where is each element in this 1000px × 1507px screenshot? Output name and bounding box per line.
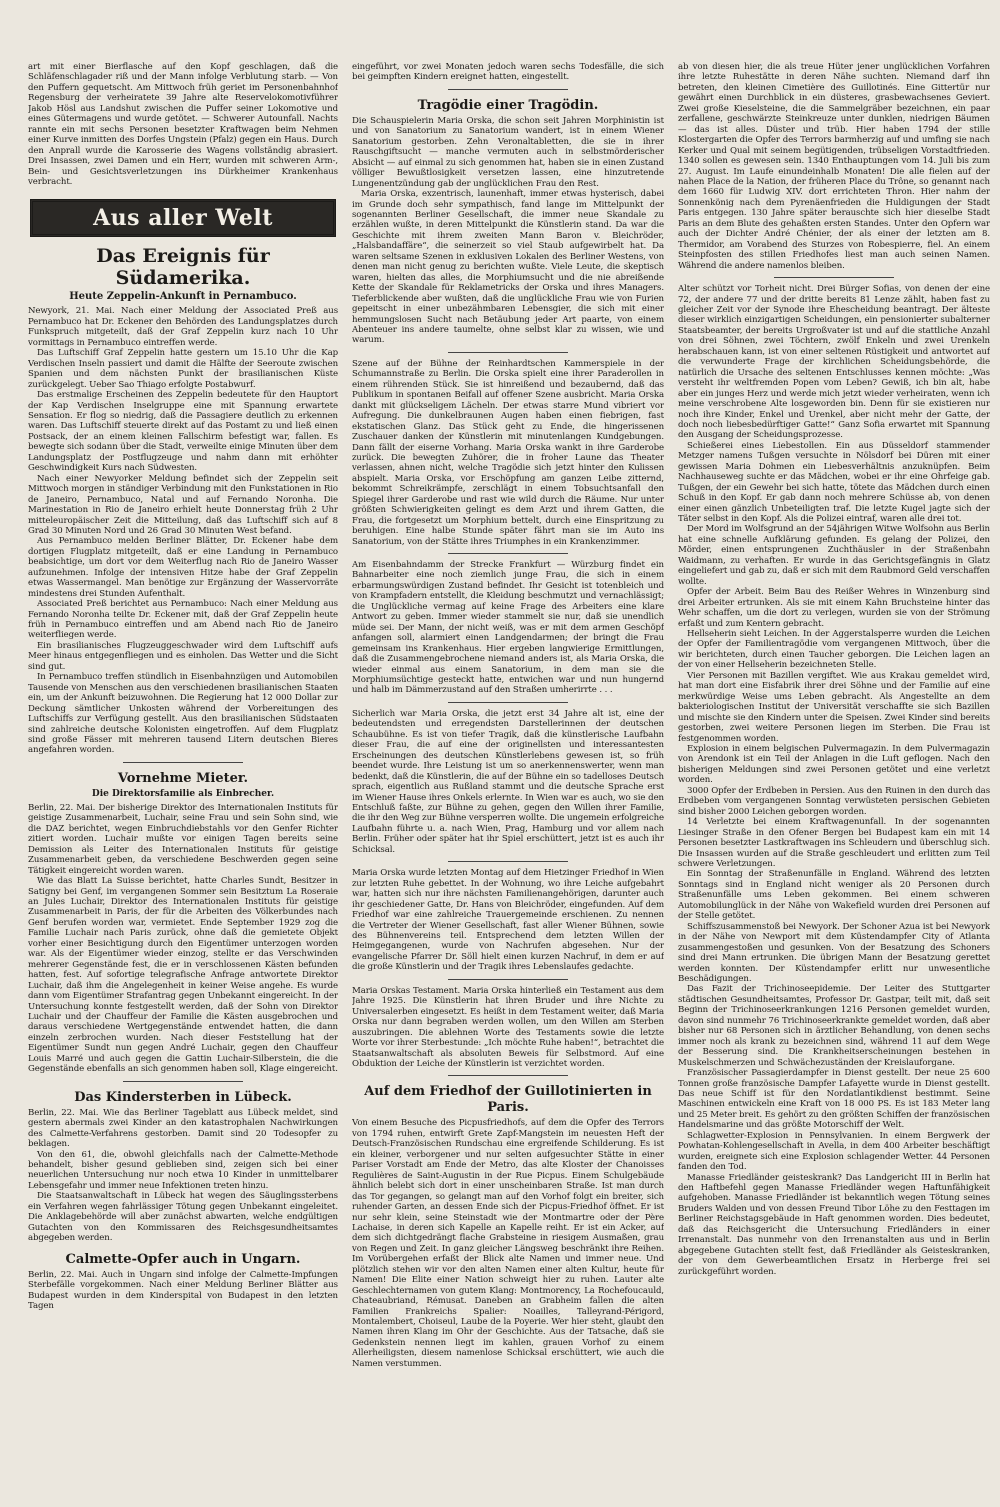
article-text: art mit einer Bierflasche auf den Kopf geschlagen, daß die Schläfenschlagader riß und der Mann infolge Verblutung starb. — Von den Puffern gequetscht. Am Mittwoch früh geriet im Personenbahnhof Regensburg der verheiratete 39 Jahre alte Reservelokomotivführer Jakob Hösl aus Landshut zwischen die Puffer seiner Lokomotive und eines Gütermagens und wurde getötet. — Schwerer Autounfall. Nachts rannte ein mit sechs Personen besetzter Kraftwagen beim Nehmen einer Kurve inmitten des Dorfes Ungstein (Pfalz) gegen ein Haus. Durch den Anprall wurde die Karosserie des Wagens vollständig abrasiert. Drei Insassen, zwei Damen und ein Herr, wurden mit schweren Arm-, Bein- und Gesichtsverletzungen ins Dürkheimer Krankenhaus verbracht. — [28, 62, 338, 187]
news-item: Alter schützt vor Torheit nicht. Drei Bürger Sofias, von denen der eine 72, der andere 77 und der dritte bereits 81 Lenze zählt, haben fast zu gleicher Zeit vor der Synode ihre Ehescheidung beantragt. Der älteste dieser wirklich einzigartigen Scheidungen, ein pensionierter subalterner Staatsbeamter, der bereits Urgroßvater ist und auf die stattliche Anzahl von drei Söhnen, zwei Töchtern, zwölf Enkeln und zwei Urenkeln herabschauen kann, ist von einer seltenen Rüstigkeit und antwortet auf die verwunderte Frage der kirchlichen Scheidungsbehörde, die natürlich die Ursache des seltenen Entschlusses kennen möchte: „Was versteht ihr weltfremden Popen vom Leben? Gewiß, ich bin alt, habe aber ein junges Herz und werde mich jetzt wieder verheiraten, wenn ich meine verschrobene Alte losgeworden bin. Denn für sie existieren nur noch ihre Kinder, Enkel und Urenkel, aber nicht mehr der Gatte, der doch noch liebesbedürftiger Gatte!“ Ganz Sofia erwartet mit Spannung den Ausgang der Scheidungsprozesse. — [678, 284, 990, 441]
divider — [448, 352, 568, 353]
article-subheadline: Heute Zeppelin-Ankunft in Pernambuco. — [69, 291, 297, 303]
news-item: 3000 Opfer der Erdbeben in Persien. Aus den Ruinen in den durch das Erdbeben vom vergangenen Sonntag verwüsteten persischen Gebieten sind bisher 2000 Leichen geborgen worden. — [678, 785, 990, 817]
article-text: Von den 61, die, obwohl gleichfalls nach der Calmette-Methode behandelt, bisher gesund geblieben sind, zeigen sich bei einer neuerlichen Untersuchung nur noch etwa 10 Kinder in unmittelbarer Lebensgefahr und immer neue Infektionen treten hinzu. — [28, 1149, 338, 1191]
column-1 — [28, 62, 338, 1492]
article-text: Newyork, 21. Mai. Nach einer Meldung der Associated Preß aus Pernambuco hat Dr. Eckener den Behörden des Landungsplatzes durch Funkspruch mitgeteilt, daß der Graf Zeppelin kurz nach 10 Uhr vormittags in Pernambuco eintreffen werde. — [28, 306, 338, 348]
news-item: Ein Sonntag der Straßenunfälle in England. Während des letzten Sonntags sind in England nicht weniger als 20 Personen durch Straßenunfälle ums Leben gekommen. Bei einem schweren Automobilunglück in der Nähe von Wakefield wurden drei Personen auf der Stelle getötet. — [678, 869, 990, 922]
article-text: Szene auf der Bühne der Reinhardtschen Kammerspiele in der Schumannstraße zu Berlin. Die Orska spielt eine ihrer Paraderollen in einem rührenden Stück. Sie ist hinreißend und bezaubernd, daß das Publikum in spontanen Beifall auf offener Szene ausbricht. Maria Orska dankt mit glückseligem Lächeln. Der etwas starre Mund vibriert vor Aufregung. Die dunkelbraunen Augen haben einen fiebrigen, fast ekstatischen Glanz. Das Stück geht zu Ende, die hingerissenen Zuschauer danken der Künstlerin mit minutenlangen Kundgebungen. Dann fällt der eiserne Vorhang. Maria Orska wankt in ihre Garderobe zurück. Die bewegten Zuhörer, die in froher Laune das Theater verlassen, ahnen nicht, welche Tragödie sich jetzt hinter den Kulissen abspielt. Maria Orska, vor Erschöpfung am ganzen Leibe zitternd, bekommt Schreikrämpfe, zerschlägt in einem Tobsuchtsanfall den Spiegel ihrer Garderobe und rast wie wild durch die Räume. Nur unter größten Schwierigkeiten gelingt es dem Arzt und ihrem Gatten, die Frau, die fortgesetzt um Morphium bettelt, durch eine Einspritzung zu beruhigen. Eine halbe Stunde später fährt man sie im Auto ins Sanatorium, von der Stätte ihres Triumphes in ein Krankenzimmer. — [352, 358, 664, 547]
column-3 — [678, 62, 990, 1492]
article-text: eingeführt, vor zwei Monaten jedoch waren sechs Todesfälle, die sich bei geimpften Kindern ereignet hatten, eingestellt. — [352, 62, 664, 83]
article-text: Maria Orskas Testament. Maria Orska hinterließ ein Testament aus dem Jahre 1925. Die Künstlerin hat ihren Bruder und ihre Nichte zu Universalerben eingesetzt. Es heißt in dem Testament weiter, daß Maria Orska nur dann begraben werden wollen, um den Willen am Sterben auszubringen. Die ablehnen Worte des Testaments sowie die letzte Worte vor ihrer Sterbestunde: „Ich möchte Ruhe haben!“, betrachtet die Staatsanwaltschaft als absoluten Beweis für Selbstmord. Auf eine Obduktion der Leiche der Künstlerin ist verzichtet worden. — [352, 985, 664, 1069]
divider — [774, 277, 894, 278]
article-text: Die Staatsanwaltschaft in Lübeck hat wegen des Säuglingssterbens ein Verfahren wegen fahrlässiger Tötung gegen Unbekannt eingeleitet. Die Anklagebehörde will aber zunächst abwarten, welche endgültigen Gutachten von den Kommissaren des Reichsgesundheitsamtes abgegeben werden. — [28, 1191, 338, 1244]
article-text: Maria Orska, exzentrisch, launenhaft, immer etwas hysterisch, dabei im Grunde doch sehr sympathisch, fand lange im Mittelpunkt der sogenannten Berliner Gesellschaft, die immer neue Skandale zu erzählen wußte, in deren Mittelpunkt die Künstlerin stand. Da war die Geschichte mit ihrem zweiten Mann Baron v. Bleichröder, „Halsbandaffäre“, die seinerzeit so viel Staub aufgewirbelt hat. Da waren seltsame Szenen in exklusiven Lokalen des Berliner Westens, von denen man nicht genug zu berichten wußte. Viele Leute, die skeptisch waren, hielten das alles, die Morphiumsucht und die nie abreißende Kette der Skandale für Reklametricks der Orska und ihres Managers. Tieferblickende aber wußten, daß die unglückliche Frau wie von Furien gepeitscht in einer unbezähmbaren Lebensgier, die sich mit einer hemmungslosen Sucht nach Betäubung jeder Art paarte, von einem Abenteuer ins andere taumelte, ohne selbst klar zu wissen, wie und warum. — [352, 189, 664, 346]
article-text: Maria Orska wurde letzten Montag auf dem Hietzinger Friedhof in Wien zur letzten Ruhe gebettet. In der Wohnung, wo ihre Leiche aufgebahrt war, hatten sich nur ihre nächsten Familienangehörigen, darunter auch ihr geschiedener Gatte, Dr. Hans von Bleichröder, eingefunden. Auf dem Friedhof war eine zahlreiche Trauergemeinde erschienen. Zu nennen die Vertreter der Wiener Gesellschaft, fast aller Wiener Bühnen, sowie des Bühnenvereins teil. Entsprechend dem letzten Willen der Heimgegangenen, wurde von Nachrufen abgesehen. Nur der evangelische Pfarrer Dr. Söll hielt einen kurzen Nachruf, in dem er auf die große Künstlerin und der Tragik ihres Lebenslaufes gedachte. — [352, 868, 664, 973]
article-subheadline: Die Direktorsfamilie als Einbrecher. — [91, 788, 275, 799]
article-headline: Auf dem Friedhof der Guillotinierten in Paris. — [364, 1084, 652, 1116]
divider — [123, 1081, 243, 1082]
article-text: In Pernambuco treffen stündlich in Eisenbahnzügen und Automobilen Tausende von Menschen aus den verschiedenen brasilianischen Staaten ein, um der Ankunft beizuwohnen. Die Regierung hat 12 000 Dollar zur Deckung sämtlicher Unkosten während der Vorbereitungen des Luftschiffs zur Verfügung gestellt. Aus den brasilianischen Südstaaten sind zahlreiche deutsche Kolonisten eingetroffen. Auf dem Flugplatz sind große Fässer mit mehreren tausend Litern deutschen Bieres angefahren worden. — [28, 672, 338, 756]
article-text: Die Schauspielerin Maria Orska, die schon seit Jahren Morphinistin ist und von Sanatorium zu Sanatorium wandert, ist in einem Wiener Sanatorium gestorben. Zehn Veronaltabletten, die sie in ihrer Rauschgiftsucht — manche vermuten auch in selbstmörderischer Absicht — auf einmal zu sich genommen hat, haben sie in einen Zustand völliger Bewußtlosigkeit versetzen lassen, eine hinzutretende Lungenentzündung gab der unglücklichen Frau den Rest. — [352, 115, 664, 189]
article-text: Sicherlich war Maria Orska, die jetzt erst 34 Jahre alt ist, eine der bedeutendsten und erregendsten Darstellerinnen der deutschen Schaubühne. Es ist von tiefer Tragik, daß die künstlerische Laufbahn dieser Frau, die auf eine der originellsten und interessantesten Erscheinungen des deutschen Künstlerlebens gewesen ist, so früh beendet wurde. Ihre Leistung ist um so anerkennenswerter, wenn man bedenkt, daß die Künstlerin, die auf der Bühne ein so tadelloses Deutsch sprach, eigentlich aus Rußland stammt und die deutsche Sprache erst im Wiener Hause ihres Onkels erlernte. In Wien war es auch, wo sie den Entschluß faßte, zur Bühne zu gehen, gegen den Willen ihrer Familie, die ihr den Weg zur Bühne versperren wollte. Die ungemein erfolgreiche Laufbahn führte u. a. nach Wien, Prag, Hamburg und vor allem nach Berlin. Früher oder später hat ihr Spiel erschüttert, jetzt ist es auch ihr Schicksal. — [352, 708, 664, 855]
article-headline: Calmette-Opfer auch in Ungarn. — [65, 1251, 301, 1267]
news-item: Französischer Passagierdampfer in Dienst gestellt. Der neue 25 600 Tonnen große französische Dampfer Lafayette wurde in Dienst gestellt. Das neue Schiff ist für den Nordatlantikdienst bestimmt. Seine Maschinen entwickeln eine Kraft von 18 000 PS. Es ist 183 Meter lang und 25 Meter breit. Es gehört zu den größten Schiffen der französischen Handelsmarine und das größte Motorschiff der Welt. — [678, 1068, 990, 1131]
section-banner: Aus aller Welt — [30, 199, 336, 237]
news-item: Schlagwetter-Explosion in Pennsylvanien. In einem Bergwerk der Powhatan-Kohlengesellschaft in Avella, in dem 400 Arbeiter beschäftigt wurden, ereignete sich eine Explosion schlagender Wetter. 44 Personen fanden den Tod. — [678, 1130, 990, 1173]
news-item: Hellseherin sieht Leichen. In der Aggerstalsperre wurden die Leichen der Opfer der Familientragödie vom vergangenen Mittwoch, über die wir berichteten, durch einen Taucher geborgen. Die Leichen lagen an der von einer Hellseherin bezeichneten Stelle. — [678, 629, 990, 671]
article-text: Associated Preß berichtet aus Pernambuco: Nach einer Meldung aus Fernando Noronha teilte Dr. Eckener mit, daß der Graf Zeppelin heute früh in Pernambuco eintreffen und am Abend nach Rio de Janeiro weiterfliegen werde. — [28, 599, 338, 641]
article-text: Nach einer Newyorker Meldung befindet sich der Zeppelin seit Mittwoch morgen in ständiger Verbindung mit den Funkstationen in Rio de Janeiro, Pernambuco, Natal und auf Fernando Noronha. Die Marinestation in Rio de Janeiro erhielt heute Donnerstag früh 2 Uhr mitteleuropäischer Zeit die Mitteilung, daß das Luftschiff sich auf 8 Grad 30 Minuten Nord und 26 Grad 30 Minuten West befand. — [28, 473, 338, 536]
divider — [448, 702, 568, 703]
news-item: Schiffszusammenstoß bei Newyork. Der Schoner Azua ist bei Newyork in der Nähe von Newport mit dem Küstendampfer City of Atlanta zusammengestoßen und gesunken. Von der Besatzung des Schoners sind drei Mann ertrunken. Die übrigen Mann der Besatzung gerettet werden konnten. Der Küstendampfer erlitt nur unwesentliche Beschädigungen. — [678, 921, 990, 984]
divider — [448, 553, 568, 554]
news-item: Explosion in einem belgischen Pulvermagazin. In dem Pulvermagazin von Arendonk ist ein Teil der Anlagen in die Luft geflogen. Nach den bisherigen Meldungen sind zwei Personen getötet und eine verletzt worden. — [678, 744, 990, 786]
article-text: Berlin, 22. Mai. Der bisherige Direktor des Internationalen Instituts für geistige Zusammenarbeit, Luchair, seine Frau und sein Sohn sind, wie die DAZ berichtet, wegen Einbruchdiebstahls vor den Genfer Richter zitiert worden. Luchair mußte vor einigen Tagen bereits seine Demission als Leiter des Internationalen Instituts für geistige Zusammenarbeit geben, da verschiedene Beschwerden gegen seine Tätigkeit eingereicht worden waren. — [28, 802, 338, 876]
article-text: Am Eisenbahndamm der Strecke Frankfurt — Würzburg findet ein Bahnarbeiter eine noch ziemlich junge Frau, die sich in einem erbarmungswürdigen Zustand befindet. Ihr Gesicht ist totenbleich und von Krampfadern entstellt, die Kleidung beschmutzt und vernachlässigt; die Unglückliche vermag auf keine Frage des Arbeiters eine klare Antwort zu geben. Immer wieder stammelt sie nur, daß sie unendlich müde sei. Der Mann, der nicht weiß, was er mit dem armen Geschöpf anfangen soll, alarmiert einen Landgendarmen; der bringt die Frau gemeinsam ins Krankenhaus. Hier ergeben langwierige Ermittlungen, daß die Zusammengebrochene niemand anders ist, als Maria Orska, die wieder einmal aus einem Sanatorium, in dem man sie die Morphiumsüchtige gesteckt hatte, entwichen war und nun hungernd und halb im Dämmerzustand auf den Straßen umherirrte . . . — [352, 560, 664, 696]
article-text: Das Luftschiff Graf Zeppelin hatte gestern um 15.10 Uhr die Kap Verdischen Inseln passiert und damit die Hälfte der Seeroute zwischen Spanien und dem nächsten Punkt der brasilianischen Küste zurückgelegt. Ueber Sao Thiago erfolgte Postabwurf. — [28, 348, 338, 390]
article-text: Von einem Besuche des Picpusfriedhofs, auf dem die Opfer des Terrors von 1794 ruhen, entwirft Grete Zapf-Mangstein im neuesten Heft der Deutsch-Französischen Rundschau eine ergreifende Schilderung. Es ist ein kleiner, verborgener und nur selten aufgesuchter Stätte in einer Pariser Vorstadt am Ende der Metro, das alte Kloster der Chanoisses Regulières de Saint-Augustin in der Rue Picpus. Einem Schulgebäude ähnlich belebt sich dort in einer unscheinbaren Straße. Ist man durch das Tor gegangen, so gelangt man auf den Vorhof folgt ein breiter, sich ruhender Garten, an dessen Ende sich der Picpus-Friedhof öffnet. Er ist nur sehr klein, seine Steinstadt wie der Montmartre oder der Père Lachaise, in deren sich Kapelle an Kapelle reiht. Er ist ein Acker, auf dem sich dichtgedrängt flache Grabsteine in riesigem Ausmaßen, grau von Regen und Zeit. In ganz gleicher Längsweg beschränkt ihre Reihen. Im Vorübergehen erfaßt der Blick alte Namen und immer neue. Und plötzlich stehen wir vor den alten Namen einer alten Kultur, heute für Namen! Die Elite einer Nation schweigt hier zu ruhen. Lauter alte Geschlechternamen von gutem Klang: Montmorency, La Rochefoucauld, Chateaubriand, Rémusat. Daneben an Grabheim fallen die alten Familien Frankreichs Spalier: Noailles, Talleyrand-Périgord, Montalembert, Choiseul, Laube de la Poyerie. Wer hier steht, glaubt den Namen ihren Klang im Ohr der Geschichte. Aus der Tatsache, daß sie Gedenkstein nennen liegt im kahlen, grauen Vorhof zu einem Allerheiligsten, diesem namenlose Schicksal erschüttert, wie auch die Namen verstummen. — [352, 1118, 664, 1369]
news-item: 14 Verletzte bei einem Kraftwagenunfall. In der sogenannten Liesinger Straße in den Ofener Bergen bei Budapest kam ein mit 14 Personen besetzter Lastkraftwagen ins Schleudern und überschlug sich. Die Insassen wurden auf die Straße geschleudert und erlitten zum Teil schwere Verletzungen. — [678, 817, 990, 869]
article-text: Wie das Blatt La Suisse berichtet, hatte Charles Sundt, Besitzer in Satigny bei Genf, im vergangenen Sommer sein Besitztum La Roseraie an Jules Luchair, Direktor des Internationalen Instituts für geistige Zusammenarbeit in Paris, der für die Arbeiten des Völkerbundes nach Genf berufen worden war, vermietet. Ende September 1929 zog die Familie Luchair nach Paris zurück, ohne daß die gemietete Objekt vorher einer Besichtigung durch den Eigentümer unterzogen worden war. Als der Eigentümer wieder einzog, stellte er das Verschwinden mehrerer Gegenstände fest, die er in verschlossenen Kästen befunden hatten, fest. Auf sofortige telegrafische Anfrage antwortete Direktor Luchair, daß ihm die Angelegenheit in keiner Weise angehe. Es wurde dann vom Eigentümer Strafantrag gegen Unbekannt eingereicht. In der Untersuchung konnte festgestellt werden, daß der Sohn von Direktor Luchair und der Chauffeur der Familie die Kästen ausgebrochen und daraus verschiedene Wertgegenstände entwendet hatten, die dann einzeln zerbrochen wurden. Nach dieser Feststellung hat der Eigentümer Sundt nun gegen André Luchair, gegen den Chauffeur Louis Marré und auch gegen die Gattin Luchair-Silberstein, die die Gegenstände ebenfalls an sich genommen haben soll, Klage eingereicht. — [28, 876, 338, 1075]
divider — [448, 1075, 568, 1076]
column-2 — [352, 62, 664, 1492]
news-item: Vier Personen mit Bazillen vergiftet. Wie aus Krakau gemeldet wird, hat man dort eine Eisfabrik ihrer drei Söhne und der Familie auf eine merkwürdige Weise ums Leben gebracht. Als Angestellte an dem bakteriologischen Institut der Universität verschaffte sie sich Bazillen und mischte sie den Kindern unter die Speisen. Zwei Kinder sind bereits gestorben, zwei weitere Personen liegen im Sterben. Die Frau ist festgenommen worden. — [678, 670, 990, 744]
news-item: Opfer der Arbeit. Beim Bau des Reißer Wehres in Winzenburg sind drei Arbeiter ertrunken. Als sie mit einem Kahn Bruchsteine hinter das Wehr schaffen, um die dort zu verlegen, wurden sie von der Strömung erfaßt und zum Kentern gebracht. — [678, 587, 990, 629]
divider — [448, 979, 568, 980]
article-headline: Das Kindersterben in Lübeck. — [74, 1089, 292, 1105]
news-item: Das Fazit der Trichinoseepidemie. Der Leiter des Stuttgarter städtischen Gesundheitsamtes, Professor Dr. Gastpar, teilt mit, daß seit Beginn der Trichinoseerkrankungen 1216 Personen gemeldet wurden, davon sind nunmehr 76 Trichinoseerkrankte gemeldet worden, daß aber bisher nur 68 Personen sich in ärztlicher Behandlung, von denen sechs immer noch als krank zu bezeichnen sind, während 11 auf dem Wege der Besserung sind. Die Krankheitserscheinungen bestehen in Muskelschmerzen und Schwächezuständen der Kreislauforgane. — [678, 984, 990, 1068]
article-text: Das erstmalige Erscheinen des Zeppelin bedeutete für den Hauptort der Kap Verdischen Inselgruppe eine mit Spannung erwartete Sensation. Er flog so niedrig, daß die Passagiere deutlich zu erkennen waren. Das Luftschiff steuerte direkt auf das Postamt zu und ließ einen Postsack, der an einem kleinen Fallschirm befestigt war, fallen. Es bewegte sich sodann über die Stadt, verweilte einige Minuten über dem Landungsplatz der Postflugzeuge und nahm dann mit erhöhter Geschwindigkeit Kurs nach Südwesten. — [28, 390, 338, 474]
divider — [448, 89, 568, 90]
divider — [448, 861, 568, 862]
news-item: Der Mord im Wolfsgrund an der 54jährigen Witwe Wolfsohn aus Berlin hat eine schnelle Aufklärung gefunden. Es gelang der Polizei, den Mörder, einen entsprungenen Zuchthäusler in der Straßenbahn Waidmann, zu verhaften. Er wurde in das Gerichtsgefängnis in Glatz eingeliefert und gab zu, daß er sich mit dem Raubmord Geld verschaffen wollte. — [678, 524, 990, 587]
article-text: Berlin, 22. Mai. Wie das Berliner Tageblatt aus Lübeck meldet, sind gestern abermals zwei Kinder an den katastrophalen Nachwirkungen des Calmette-Verfahrens gestorben. Damit sind 20 Todesopfer zu beklagen. — [28, 1107, 338, 1150]
news-item: Schießerei eines Liebestollen. Ein aus Düsseldorf stammender Metzger namens Tußgen versuchte in Nölsdorf bei Düren mit einer gewissen Maria Dohmen ein Liebesverhältnis anzuknüpfen. Beim Nachhauseweg suchte er das Mädchen, wobei er ihr eine Ohrfeige gab. Tußgen, der ein Gewehr bei sich hatte, tötete das Mädchen durch einen Schuß in den Kopf. Er gab dann noch mehrere Schüsse ab, von denen einer einen gänzlich Unbeteiligten traf. Die letzte Kugel jagte sich der Täter selbst in den Kopf. Als die Polizei eintraf, waren alle drei tot. — [678, 440, 990, 525]
news-item: Manasse Friedländer geisteskrank? Das Landgericht III in Berlin hat den Haftbefehl gegen Manasse Friedländer wegen Haftunfähigkeit aufgehoben. Manasse Friedländer ist bekanntlich wegen Tötung seines Bruders Walden und von dessen Freund Tibor Löhe zu den Festtagen im Berliner Reichstagsgebäude in Haft genommen worden. Dies bedeutet, daß das Reichsgericht die Untersuchung Friedländers in einer Irrenanstalt. Das nunmehr von den Irrenanstalten aus und in Berlin abgegebene Gutachten stellt fest, daß Friedländer als Geisteskranken, der von dem Gewerbeamtlichen Ersatz in Herberge frei sei zurückgeführt worden. — [678, 1172, 990, 1277]
article-text: Ein brasilianisches Flugzeuggeschwader wird dem Luftschiff aufs Meer hinaus entgegenfliegen und es einholen. Das Wetter und die Sicht sind gut. — [28, 640, 338, 672]
article-text: Berlin, 22. Mai. Auch in Ungarn sind infolge der Calmette-Impfungen Sterbefälle vorgekommen. Nach einer Meldung Berliner Blätter aus Budapest wurden in dem Kinderspital von Budapest in den letzten Tagen — [28, 1269, 338, 1311]
divider — [123, 762, 243, 763]
article-text: Aus Pernambuco melden Berliner Blätter, Dr. Eckener habe dem dortigen Flugplatz mitgeteilt, daß er eine Landung in Pernambuco beabsichtige, um dort vor dem Weiterflug nach Rio de Janeiro Wasser aufzunehmen. Infolge der intensiven Hitze habe der Graf Zeppelin etwas Wassermangel. Man benötige zur Ergänzung der Wasservorräte mindestens drei Stunden Aufenthalt. — [28, 536, 338, 599]
article-headline: Das Ereignis für Südamerika. — [96, 245, 270, 290]
article-text: ab von diesen hier, die als treue Hüter jener unglücklichen Vorfahren ihre letzte Ruhestätte in deren Nähe suchten. Niemand darf ihn betreten, den kleinen Cimetière des Guillotinés. Eine Gittertür nur gewährt einen Durchblick in ein düsteres, grasbewachsenes Geviert. Zwei große Kieselsteine, die die Sammelgräber bezeichnen, ein paar zerfallene, geschwärzte Steinkreuze unter dunklen, niedrigen Bäumen — das ist alles. Düster und trüb. Hier haben 1794 der stille Klostergarten die Opfer des Terrors barmherzig auf und umfing sie nach Kerker und Qual mit seinem begütigenden, trübseligen Vorstadtfrieden. 1340 sollen es gewesen sein. 1340 Enthauptungen vom 14. Juli bis zum 27. August. Im Laufe einundeinhalb Monaten! Die alle fielen auf der nahen Place de la Nation, der früheren Place du Trône, so genannt nach dem 1660 für Ludwig XIV. dort errichteten Thron. Hier nahm der Sonnenkönig nach dem Pyrenäenfrieden die Huldigungen der Stadt Paris entgegen. 130 Jahre später berauschte sich hier dieselbe Stadt Paris an dem Blute des gehaßten ersten Standes. Unter den Opfern war auch der Dichter André Chénier, der als einer der letzten am 8. Thermidor, am Vorabend des Sturzes von Robespierre, fiel. An einem Steinpfosten des stillen Friedhofes liest man auch seinen Namen. Während die andere namenlos bleiben. — [678, 62, 990, 271]
article-headline: Vornehme Mieter. — [117, 770, 249, 786]
article-headline: Tragödie einer Tragödin. — [417, 97, 599, 113]
